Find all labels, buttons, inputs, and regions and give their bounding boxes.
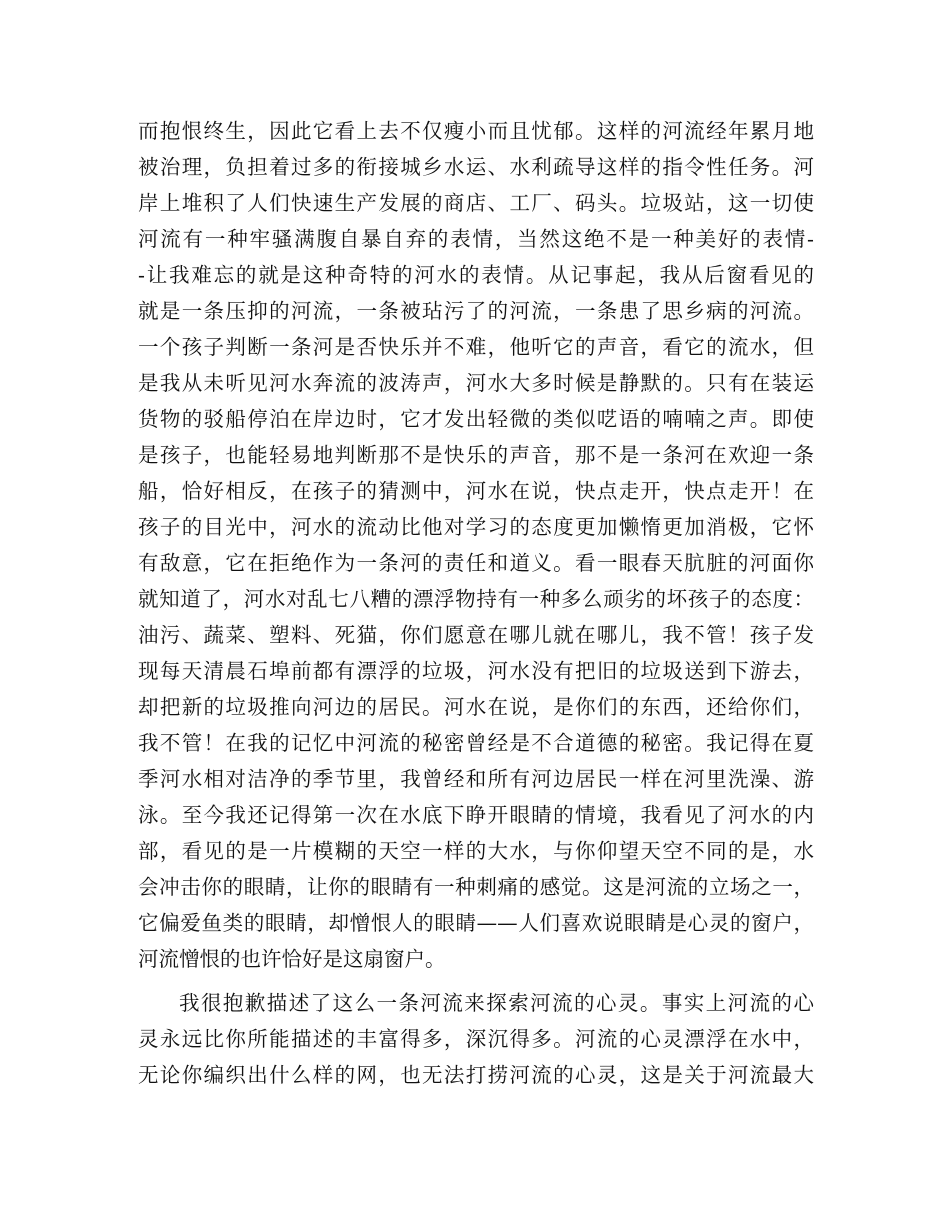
document-body (138, 113, 814, 1093)
text-line: 有敌意，它在拒绝作为一条河的责任和道义。看一眼春天肮脏的河面你 (138, 551, 814, 575)
text-line: 岸上堆积了人们快速生产发展的商店、工厂、码头。垃圾站，这一切使 (138, 191, 814, 215)
paragraph-gap (138, 977, 814, 985)
text-line: 油污、蔬菜、塑料、死猫，你们愿意在哪儿就在哪儿，我不管！孩子发 (138, 623, 814, 647)
text-line: 我很抱歉描述了这么一条河流来探索河流的心灵。事实上河流的心 (179, 991, 814, 1015)
text-line: 我不管！在我的记忆中河流的秘密曾经是不合道德的秘密。我记得在夏 (138, 731, 814, 755)
paragraph-2 (138, 985, 814, 1093)
text-line: 河流憎恨的也许恰好是这扇窗户。 (138, 947, 446, 971)
text-line: 部，看见的是一片模糊的天空一样的大水，与你仰望天空不同的是，水 (138, 839, 814, 863)
text-line: 而抱恨终生，因此它看上去不仅瘦小而且忧郁。这样的河流经年累月地 (138, 119, 814, 143)
text-line: 季河水相对洁净的季节里，我曾经和所有河边居民一样在河里洗澡、游 (138, 767, 814, 791)
paragraph-1 (138, 113, 814, 977)
text-line: 会冲击你的眼睛，让你的眼睛有一种刺痛的感觉。这是河流的立场之一， (138, 875, 814, 899)
text-line: 一个孩子判断一条河是否快乐并不难，他听它的声音，看它的流水，但 (138, 335, 814, 359)
text-line: 就是一条压抑的河流，一条被玷污了的河流，一条患了思乡病的河流。 (138, 299, 814, 323)
text-line: 被治理，负担着过多的衔接城乡水运、水利疏导这样的指令性任务。河 (138, 155, 814, 179)
text-line: 孩子的目光中，河水的流动比他对学习的态度更加懒惰更加消极，它怀 (138, 515, 814, 539)
text-line: 灵永远比你所能描述的丰富得多，深沉得多。河流的心灵漂浮在水中， (138, 1027, 814, 1051)
text-line: 就知道了，河水对乱七八糟的漂浮物持有一种多么顽劣的坏孩子的态度： (138, 587, 814, 611)
text-line: 货物的驳船停泊在岸边时，它才发出轻微的类似呓语的喃喃之声。即使 (138, 407, 814, 431)
text-line: 是孩子，也能轻易地判断那不是快乐的声音，那不是一条河在欢迎一条 (138, 443, 814, 467)
text-line: 它偏爱鱼类的眼睛，却憎恨人的眼睛——人们喜欢说眼睛是心灵的窗户， (138, 911, 814, 935)
text-line: 无论你编织出什么样的网，也无法打捞河流的心灵，这是关于河流最大 (138, 1063, 814, 1087)
text-line: 现每天清晨石埠前都有漂浮的垃圾，河水没有把旧的垃圾送到下游去， (138, 659, 814, 683)
text-line: 河流有一种牢骚满腹自暴自弃的表情，当然这绝不是一种美好的表情- (138, 227, 814, 251)
text-line: -让我难忘的就是这种奇特的河水的表情。从记事起，我从后窗看见的 (138, 263, 814, 287)
text-line: 是我从未听见河水奔流的波涛声，河水大多时候是静默的。只有在装运 (138, 371, 814, 395)
text-line: 泳。至今我还记得第一次在水底下睁开眼睛的情境，我看见了河水的内 (138, 803, 814, 827)
text-line: 却把新的垃圾推向河边的居民。河水在说，是你们的东西，还给你们， (138, 695, 814, 719)
text-line: 船，恰好相反，在孩子的猜测中，河水在说，快点走开，快点走开！在 (138, 479, 814, 503)
